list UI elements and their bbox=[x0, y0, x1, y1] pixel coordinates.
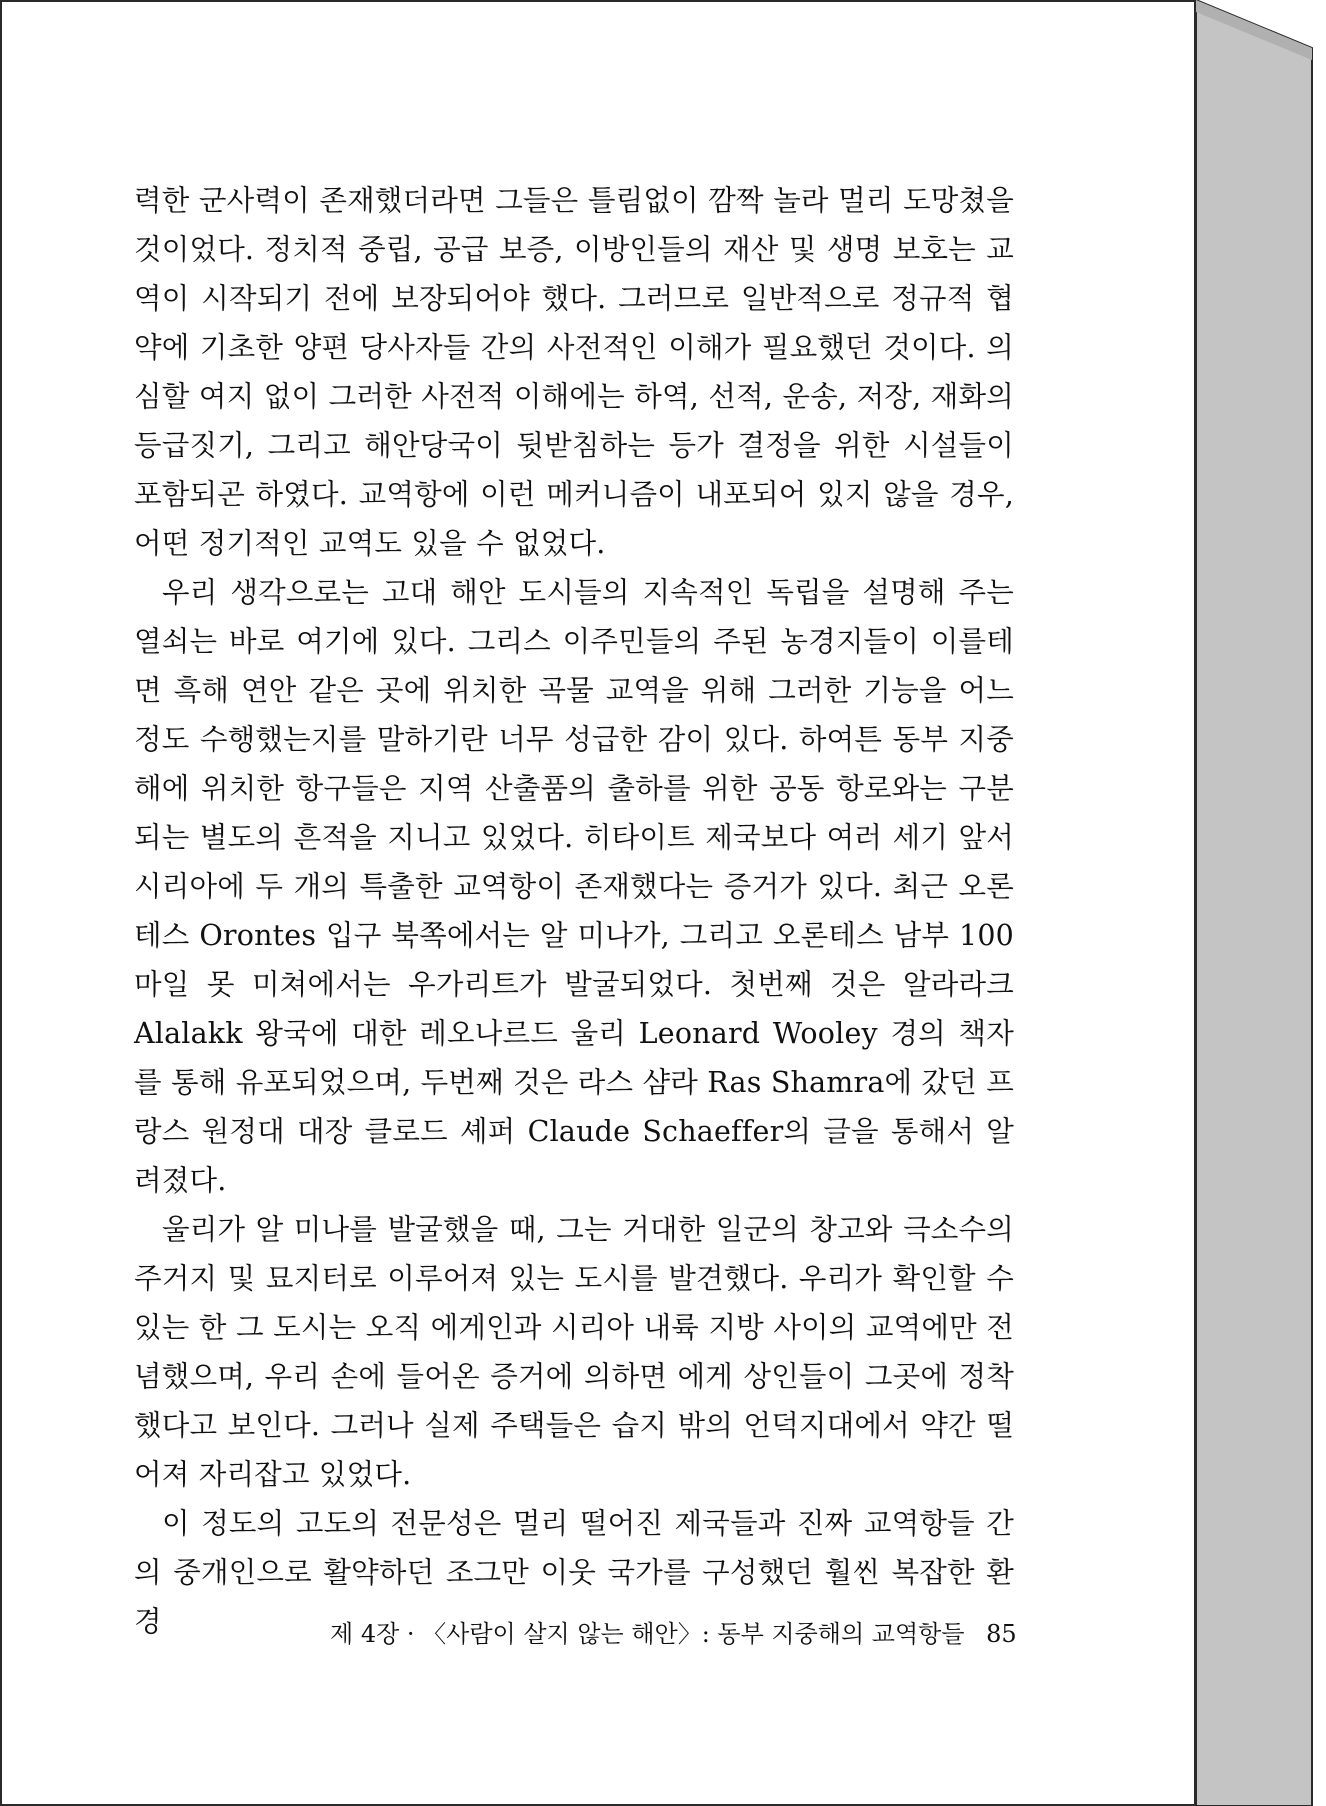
page-footer bbox=[330, 1614, 1017, 1649]
paragraph-1: 력한 군사력이 존재했더라면 그들은 틀림없이 깜짝 놀라 멀리 도망쳤을 것이었다. 정치적 중립, 공급 보증, 이방인들의 재산 및 생명 보호는 교역이 시작되기 전에 보장되어야 했다. 그러므로 일반적으로 정규적 협약에 기초한 양편 당사자들 간의 사전적인 이해가 필요했던 것이다. 의심할 여지 없이 그러한 사전적 이해에는 하역, 선적, 운송, 저장, 재화의 등급짓기, 그리고 해안당국이 뒷받침하는 등가 결정을 위한 시설들이 포함되곤 하였다. 교역항에 이런 메커니즘이 내포되어 있지 않을 경우, 어떤 정기적인 교역도 있을 수 없었다. bbox=[134, 184, 1014, 560]
page-number: 85 bbox=[986, 1620, 1017, 1648]
running-head: 제 4장 · 〈사람이 살지 않는 해안〉: 동부 지중해의 교역항들 bbox=[330, 1620, 965, 1648]
paragraph-4: 이 정도의 고도의 전문성은 멀리 떨어진 제국들과 진짜 교역항들 간의 중개인으로 활약하던 조그만 이웃 국가를 구성했던 훨씬 복잡한 환경 bbox=[134, 1507, 1014, 1638]
paragraph-3: 울리가 알 미나를 발굴했을 때, 그는 거대한 일군의 창고와 극소수의 주거지 및 묘지터로 이루어져 있는 도시를 발견했다. 우리가 확인할 수 있는 한 그 도시는 오직 에게인과 시리아 내륙 지방 사이의 교역에만 전념했으며, 우리 손에 들어온 증거에 의하면 에게 상인들이 그곳에 정착했다고 보인다. 그러나 실제 주택들은 습지 밖의 언덕지대에서 약간 떨어져 자리잡고 있었다. bbox=[134, 1213, 1014, 1491]
paragraph-2: 우리 생각으로는 고대 해안 도시들의 지속적인 독립을 설명해 주는 열쇠는 바로 여기에 있다. 그리스 이주민들의 주된 농경지들이 이를테면 흑해 연안 같은 곳에 위치한 곡물 교역을 위해 그러한 기능을 어느 정도 수행했는지를 말하기란 너무 성급한 감이 있다. 하여튼 동부 지중해에 위치한 항구들은 지역 산출품의 출하를 위한 공동 항로와는 구분되는 별도의 흔적을 지니고 있었다. 히타이트 제국보다 여러 세기 앞서 시리아에 두 개의 특출한 교역항이 존재했다는 증거가 있다. 최근 오론테스 Orontes 입구 북쪽에서는 알 미나가, 그리고 오론테스 남부 100마일 못 미쳐에서는 우가리트가 발굴되었다. 첫번째 것은 알라라크 Alalakk 왕국에 대한 레오나르드 울리 Leonard Wooley 경의 책자를 통해 유포되었으며, 두번째 것은 라스 샴라 Ras Shamra에 갔던 프랑스 원정대 대장 클로드 셰퍼 Claude Schaeffer의 글을 통해서 알려졌다. bbox=[134, 576, 1014, 1197]
page-body-text bbox=[134, 176, 1014, 1646]
